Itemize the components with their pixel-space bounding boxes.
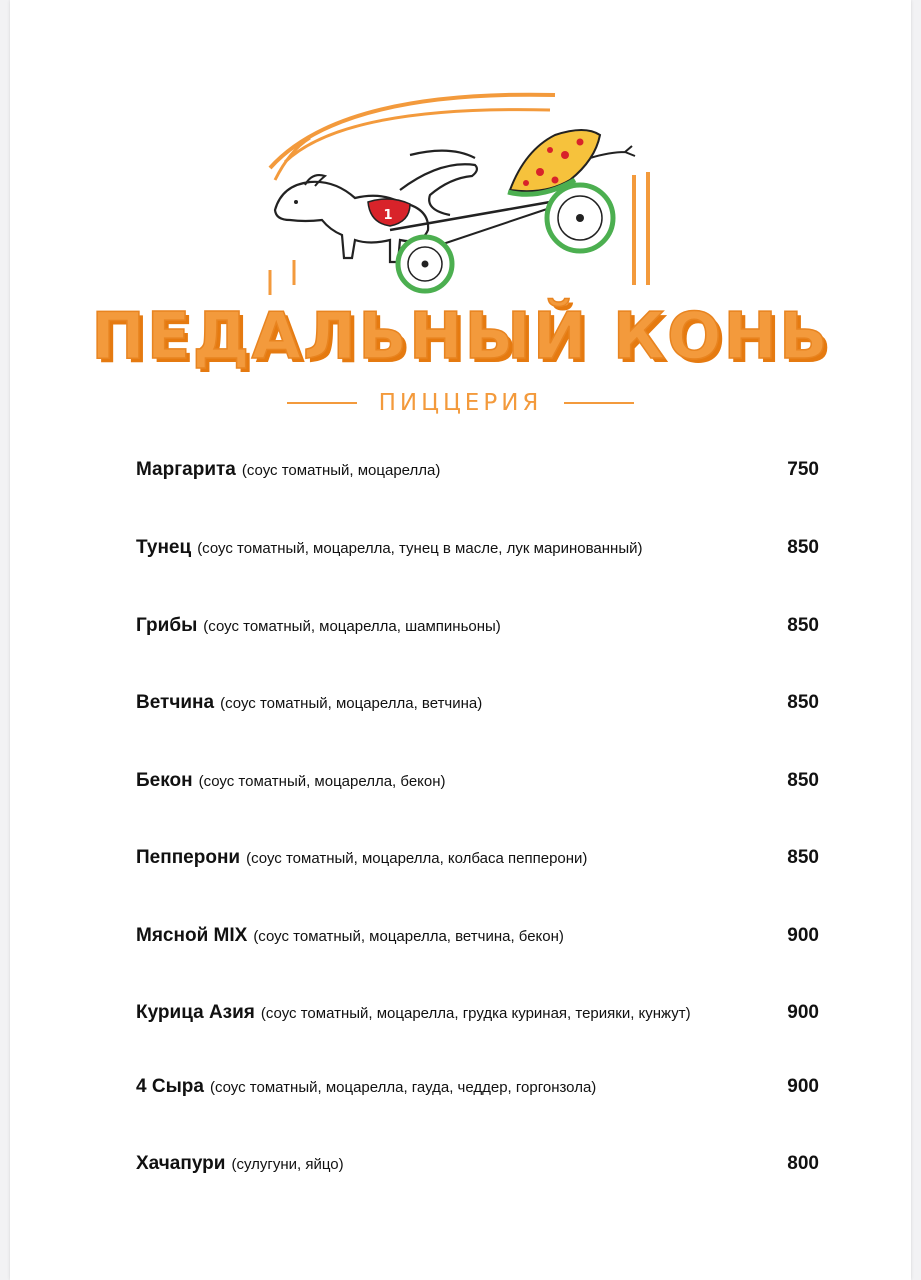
menu-item: [136, 916, 819, 956]
item-name: Бекон: [136, 770, 193, 791]
menu-item: [136, 606, 819, 646]
item-description: (соус томатный, моцарелла, гауда, чеддер, горгонзола): [209, 1079, 597, 1096]
menu-item: [136, 450, 819, 490]
menu-item: [136, 838, 819, 878]
item-name: Курица Азия: [136, 1002, 255, 1023]
item-name: Мясной MIX: [136, 925, 248, 946]
item-description: (соус томатный, моцарелла, тунец в масле, лук маринованный): [197, 540, 643, 557]
subtitle-row: [10, 388, 911, 418]
saddle-number: 1: [383, 208, 393, 223]
menu-item: [136, 1067, 819, 1107]
item-price: 850: [787, 692, 819, 713]
item-price: 900: [787, 1076, 819, 1097]
menu-item: [136, 1144, 819, 1184]
subtitle-divider-left: [287, 402, 357, 404]
subtitle: ПИЦЦЕРИЯ: [378, 390, 543, 416]
brand-name: ПЕДАЛЬНЫЙ КОНЬ: [91, 300, 830, 374]
item-description: (соус томатный, моцарелла, ветчина, бекон): [253, 928, 564, 945]
item-price: 900: [787, 925, 819, 946]
item-name: Грибы: [136, 615, 198, 636]
item-price: 750: [787, 459, 819, 480]
item-description: (соус томатный, моцарелла, грудка куриная, терияки, кунжут): [260, 1005, 691, 1022]
item-description: (соус томатный, моцарелла, колбаса пепперони): [246, 850, 588, 867]
item-price: 850: [787, 770, 819, 791]
item-name: Маргарита: [136, 459, 236, 480]
horse-rider-logo-icon: [250, 80, 670, 295]
item-price: 800: [787, 1153, 819, 1174]
item-price: 900: [787, 1002, 819, 1023]
item-description: (соус томатный, моцарелла, ветчина): [220, 695, 483, 712]
item-name: Тунец: [136, 537, 192, 558]
item-price: 850: [787, 615, 819, 636]
item-description: (сулугуни, яйцо): [231, 1156, 344, 1173]
menu-page: [10, 0, 911, 1280]
item-name: Ветчина: [136, 692, 215, 713]
item-name: 4 Сыра: [136, 1076, 204, 1097]
menu-item: [136, 528, 819, 568]
menu-item: [136, 761, 819, 801]
menu-item: [136, 993, 819, 1033]
subtitle-divider-right: [564, 402, 634, 404]
menu-item: [136, 683, 819, 723]
item-description: (соус томатный, моцарелла, бекон): [198, 773, 446, 790]
item-description: (соус томатный, моцарелла): [241, 462, 441, 479]
item-description: (соус томатный, моцарелла, шампиньоны): [203, 618, 501, 635]
item-name: Пепперони: [136, 847, 241, 868]
item-price: 850: [787, 537, 819, 558]
item-name: Хачапури: [136, 1153, 226, 1174]
item-price: 850: [787, 847, 819, 868]
